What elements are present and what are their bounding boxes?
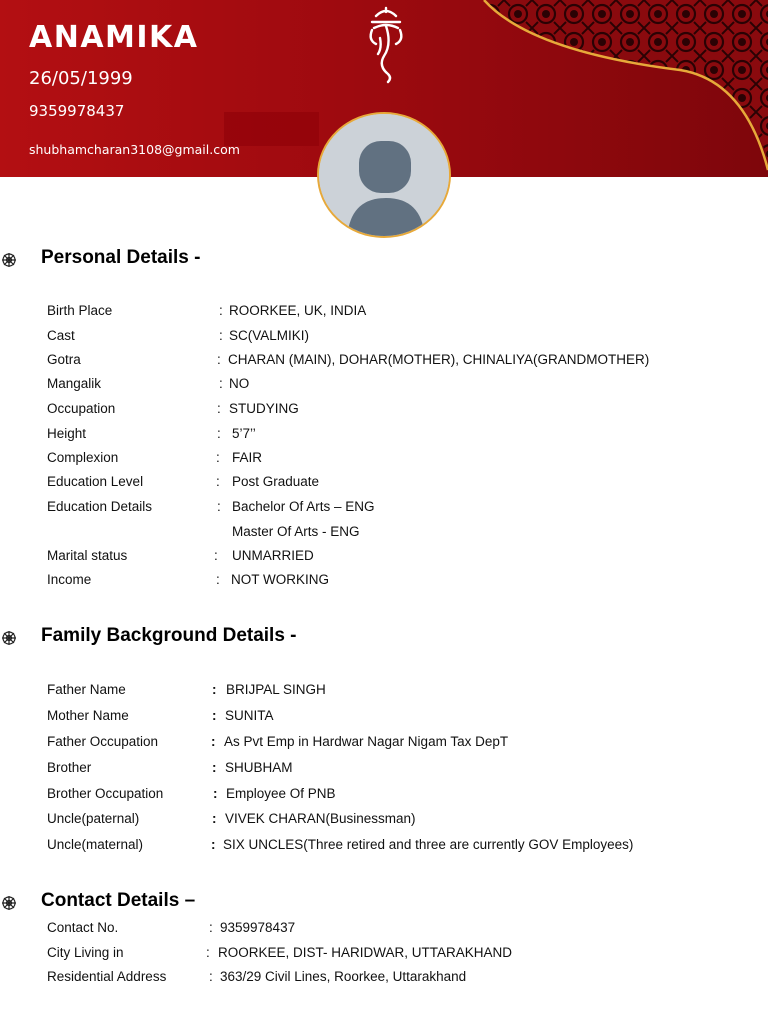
detail-label: Occupation xyxy=(47,401,116,416)
detail-value: Post Graduate xyxy=(232,474,320,489)
detail-value: ROORKEE, DIST- HARIDWAR, UTTARAKHAND xyxy=(218,945,513,960)
separator: : xyxy=(216,450,220,465)
detail-value: As Pvt Emp in Hardwar Nagar Nigam Tax DepT xyxy=(224,734,509,749)
separator: : xyxy=(217,352,221,367)
separator: : xyxy=(217,401,221,416)
separator: : xyxy=(219,328,223,343)
detail-label: Contact No. xyxy=(47,920,119,935)
separator: : xyxy=(213,786,218,801)
section-title-personal: Personal Details - xyxy=(41,247,201,268)
section-title-contact: Contact Details – xyxy=(41,890,196,911)
separator: : xyxy=(216,572,220,587)
profile-dob: 26/05/1999 xyxy=(29,68,133,89)
detail-value: SUNITA xyxy=(225,708,274,723)
detail-value: VIVEK CHARAN(Businessman) xyxy=(225,811,416,826)
detail-label: Father Occupation xyxy=(47,734,159,749)
detail-label: Brother xyxy=(47,760,92,775)
separator: : xyxy=(209,920,213,935)
flower-icon xyxy=(1,252,17,268)
detail-value: NOT WORKING xyxy=(231,572,330,587)
detail-value: SC(VALMIKI) xyxy=(229,328,310,343)
separator: : xyxy=(212,760,217,775)
separator: : xyxy=(217,426,221,441)
detail-label: Gotra xyxy=(47,352,81,367)
detail-value: STUDYING xyxy=(229,401,299,416)
detail-value: FAIR xyxy=(232,450,263,465)
flower-icon xyxy=(1,895,17,911)
detail-value: 363/29 Civil Lines, Roorkee, Uttarakhand xyxy=(220,969,467,984)
detail-value: CHARAN (MAIN), DOHAR(MOTHER), CHINALIYA(GRANDMOTHER) xyxy=(228,352,650,367)
avatar xyxy=(317,112,451,238)
separator: : xyxy=(216,474,220,489)
detail-label: Marital status xyxy=(47,548,128,563)
detail-label: Uncle(paternal) xyxy=(47,811,140,826)
detail-label: Complexion xyxy=(47,450,119,465)
separator: : xyxy=(209,969,213,984)
separator: : xyxy=(217,499,221,514)
detail-label: Birth Place xyxy=(47,303,113,318)
detail-label: Mother Name xyxy=(47,708,129,723)
detail-value: BRIJPAL SINGH xyxy=(226,682,326,697)
detail-label: Residential Address xyxy=(47,969,167,984)
detail-value: ROORKEE, UK, INDIA xyxy=(229,303,367,318)
profile-phone: 9359978437 xyxy=(29,102,125,120)
detail-label: Height xyxy=(47,426,87,441)
separator: : xyxy=(212,811,217,826)
shadow-block xyxy=(224,112,319,146)
section-title-family: Family Background Details - xyxy=(41,625,297,646)
detail-label: Uncle(maternal) xyxy=(47,837,144,852)
detail-value: Master Of Arts - ENG xyxy=(232,524,360,539)
profile-name: ANAMIKA xyxy=(29,20,199,55)
separator: : xyxy=(212,708,217,723)
detail-value: Bachelor Of Arts – ENG xyxy=(232,499,375,514)
separator: : xyxy=(206,945,210,960)
flower-icon xyxy=(1,630,17,646)
detail-label: Education Details xyxy=(47,499,153,514)
detail-value: SHUBHAM xyxy=(225,760,293,775)
detail-label: Education Level xyxy=(47,474,144,489)
detail-value: SIX UNCLES(Three retired and three are currently GOV Employees) xyxy=(223,837,634,852)
detail-value: 5’7’’ xyxy=(232,426,256,441)
separator: : xyxy=(219,376,223,391)
separator: : xyxy=(211,734,216,749)
ganesha-icon xyxy=(362,4,410,84)
detail-value: Employee Of PNB xyxy=(226,786,336,801)
detail-value: NO xyxy=(229,376,250,391)
separator: : xyxy=(219,303,223,318)
detail-value: 9359978437 xyxy=(220,920,296,935)
separator: : xyxy=(214,548,218,563)
profile-email: shubhamcharan3108@gmail.com xyxy=(29,142,240,157)
detail-label: City Living in xyxy=(47,945,124,960)
separator: : xyxy=(212,682,217,697)
detail-label: Brother Occupation xyxy=(47,786,164,801)
detail-label: Cast xyxy=(47,328,75,343)
detail-value: UNMARRIED xyxy=(232,548,314,563)
separator: : xyxy=(211,837,216,852)
detail-label: Income xyxy=(47,572,92,587)
detail-label: Mangalik xyxy=(47,376,102,391)
user-placeholder-icon xyxy=(319,114,451,238)
detail-label: Father Name xyxy=(47,682,126,697)
